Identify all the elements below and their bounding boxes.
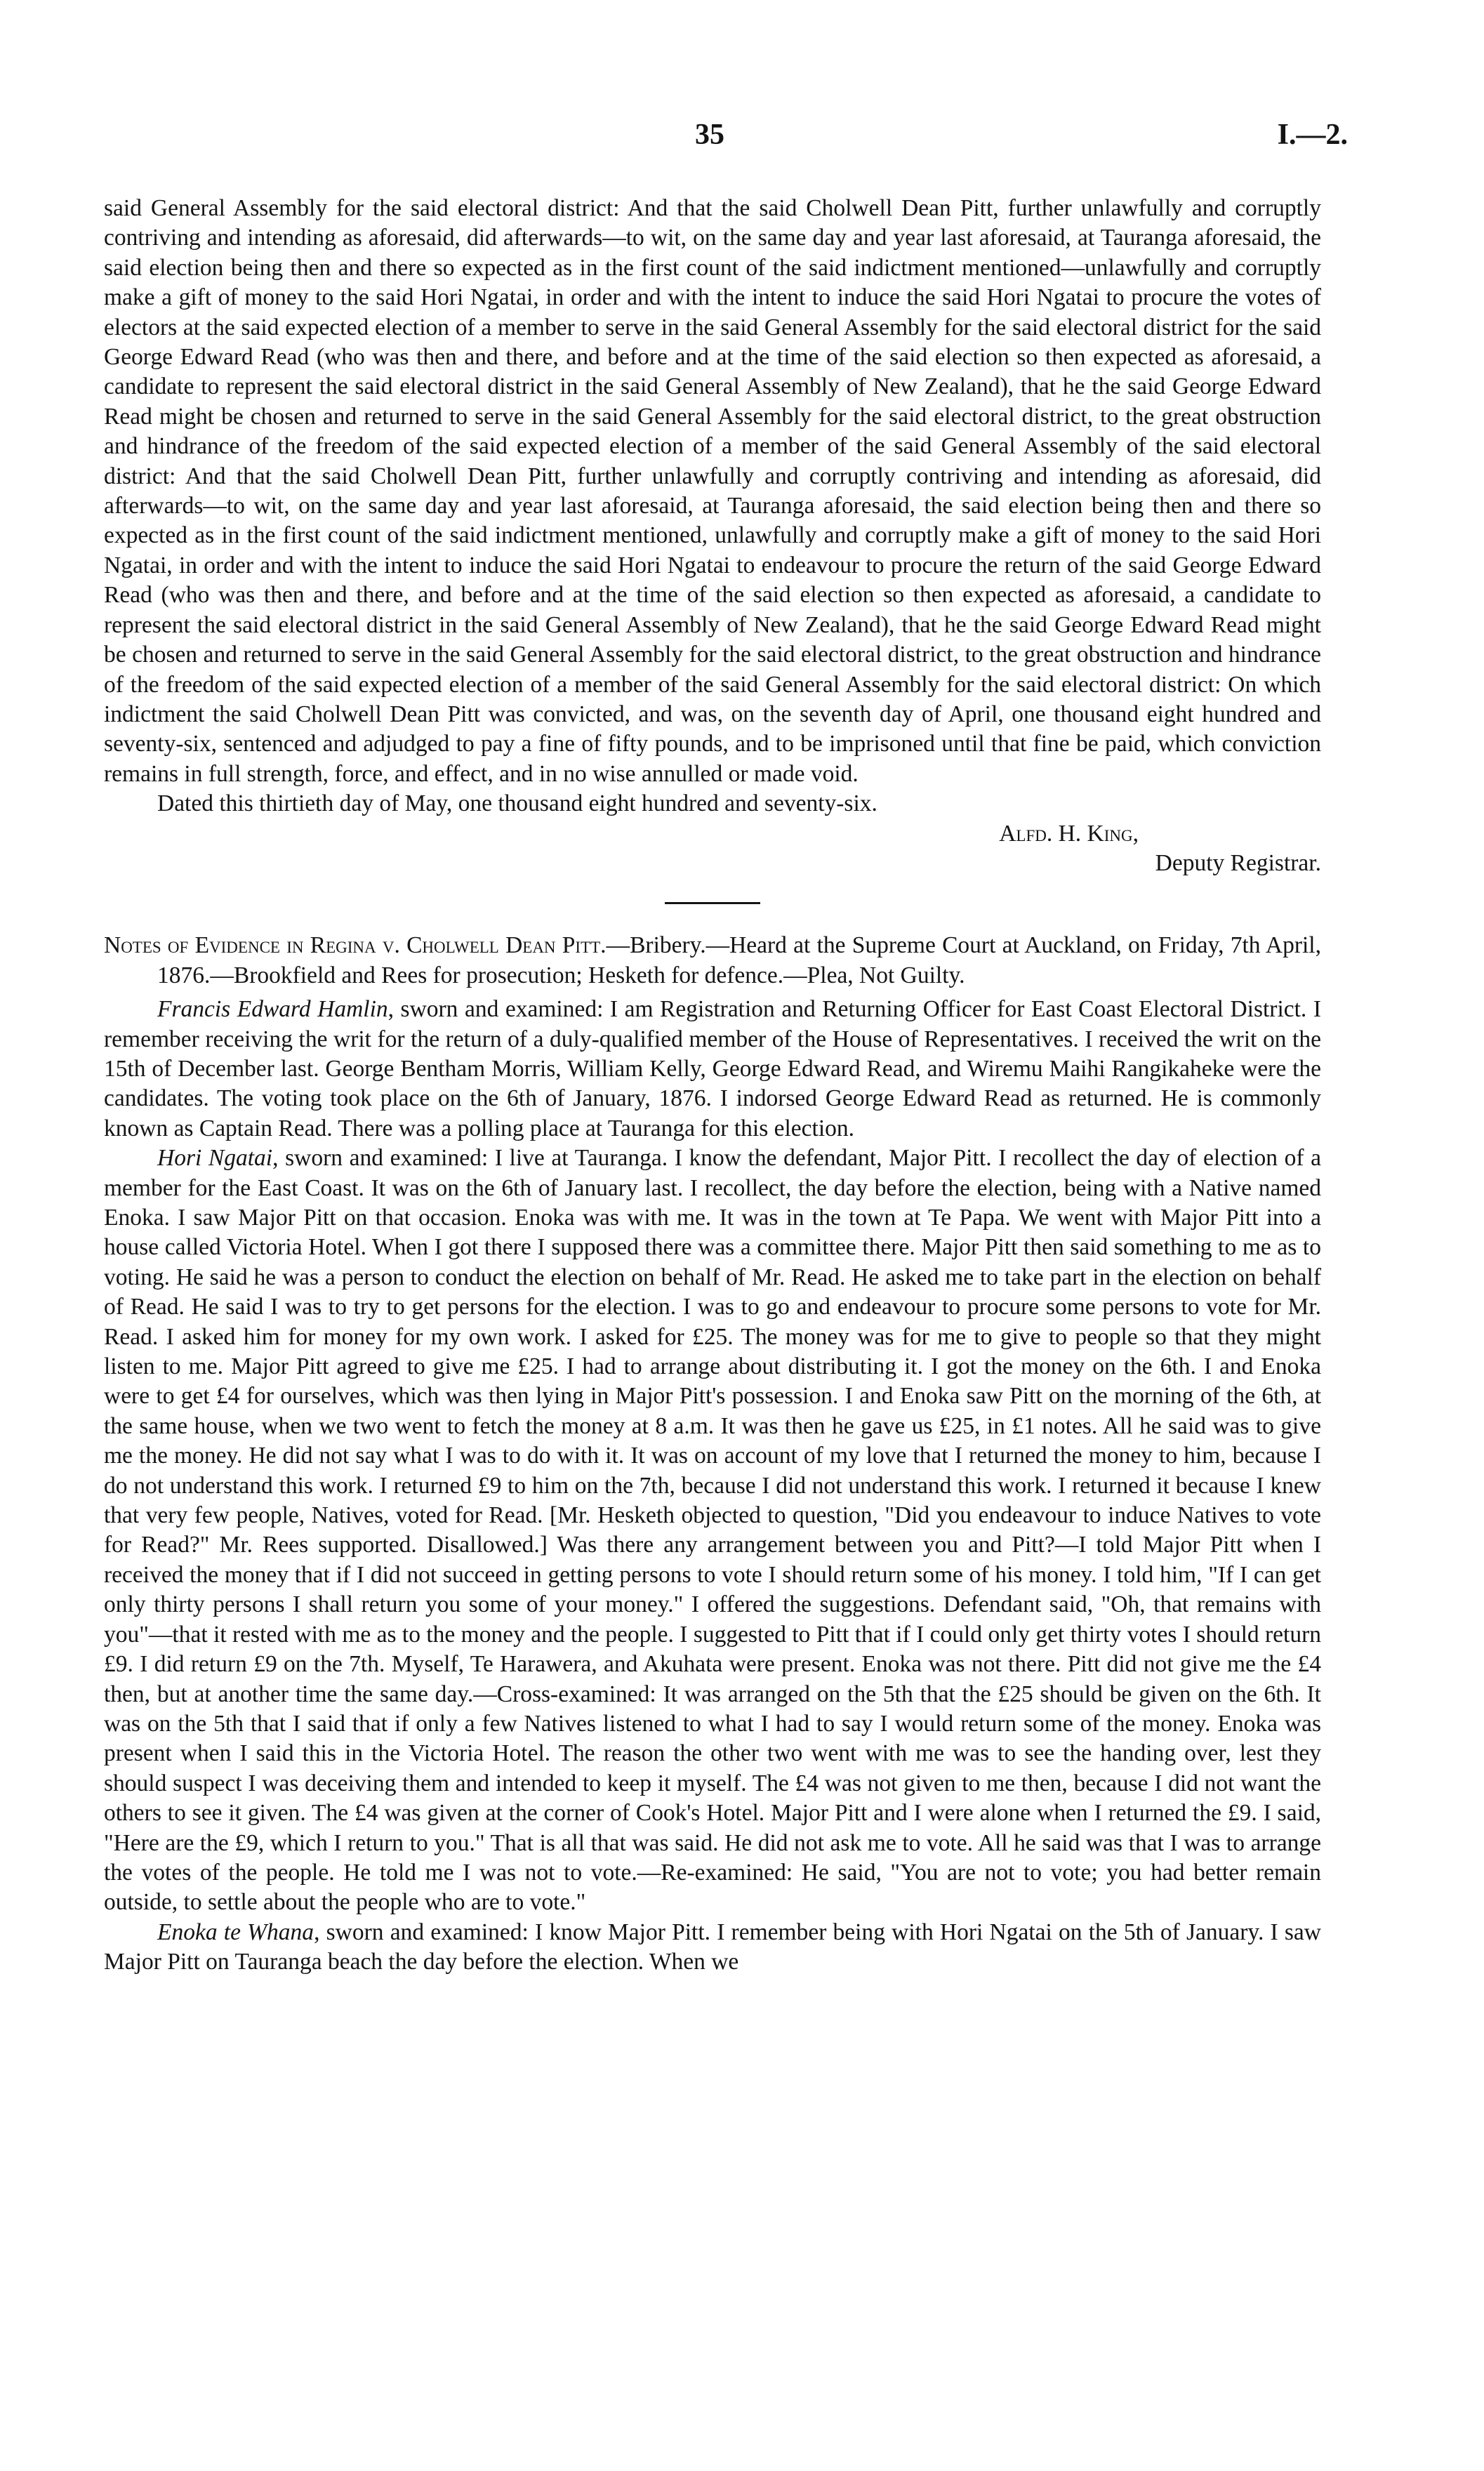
witness-name: Enoka te Whana xyxy=(157,1919,314,1945)
witness-testimony: , sworn and examined: I am Registration and Returning Officer for East Coast Electoral District. I remember receiving the writ for the return of a duly-qualified member of the House of Representatives. I received the writ on the 15th of December last. George Bentham Morris, William Kelly, George Edward Read, and Wiremu Maihi Rangikaheke were the candidates. The voting took place on the 6th of January, 1876. I indorsed George Edward Read as returned. He is commonly known as Captain Read. There was a polling place at Tauranga for this election. xyxy=(104,996,1321,1141)
dated-line: Dated this thirtieth day of May, one thousand eight hundred and seventy-six. xyxy=(157,790,877,817)
witness-name: Francis Edward Hamlin xyxy=(157,996,388,1023)
page-number: 35 xyxy=(695,119,724,151)
section-divider xyxy=(665,902,760,904)
witness-testimony: , sworn and examined: I live at Tauranga. I know the defendant, Major Pitt. I recollect the day of election of a member for the East Coast. It was on the 6th of January last. I recollect, the day before the election, being with a Native named Enoka. I saw Major Pitt on that occasion. Enoka was with me. It was in the town at Te Papa. We went with Major Pitt into a house called Victoria Hotel. When I got there I supposed there was a committee there. Major Pitt then said something to me as to voting. He said he was a person to conduct the election on behalf of Mr. Read. He asked me to take part in the election on behalf of Read. He said I was to try to get persons for the election. I was to go and endeavour to procure some persons to vote for Mr. Read. I asked him for money for my own work. I asked for £25. The money was for me to give to people so that they might listen to me. Major Pitt agreed to give me £25. I had to arrange about distributing it. I got the money on the 6th. I and Enoka were to get £4 for ourselves, which was then lying in Major Pitt's possession. I and Enoka saw Pitt on the morning of the 6th, at the same house, when we two went to fetch the money at 8 a.m. It was then he gave us £25, in £1 notes. All he said was to give me the money. He did not say what I was to do with it. It was on account of my love that I returned the money to him, because I do not understand this work. I returned £9 to him on the 7th, because I did not understand this work. I returned it because I knew that very few people, Natives, voted for Read. [Mr. Hesketh objected to question, "Did you endeavour to induce Natives to vote for Read?" Mr. Rees supported. Disallowed.] Was there any arrangement between you and Pitt?—I told Major Pitt when I received the money that if I did not succeed in getting persons to vote I should return some of his money. I told him, "If I can get only thirty persons I shall return you some of your money." I offered the suggestions. Defendant said, "Oh, that remains with you"—that it rested with me as to the money and the people. I suggested to Pitt that if I could only get thirty votes I should return £9. I did return £9 on the 7th. Myself, Te Harawera, and Akuhata were present. Enoka was not there. Pitt did not give me the £4 then, but at another time the same day.—Cross-examined: It was arranged on the 5th that the £25 should be given on the 6th. It was on the 5th that I said that if only a few Natives listened to what I had to say I would return some of the money. Enoka was present when I said this in the Victoria Hotel. The reason the other two went with me was to see the handing over, lest they should suspect I was deceiving them and intended to keep it myself. The £4 was not given to me then, because I did not want the others to see it given. The £4 was given at the corner of Cook's Hotel. Major Pitt and I were alone when I returned the £9. I said, "Here are the £9, which I return to you." That is all that was said. He did not ask me to vote. All he said was that I was to arrange the votes of the people. He told me I was not to vote.—Re-examined: He said, "You are not to vote; you had better remain outside, to settle about the people who are to vote." xyxy=(104,1145,1321,1916)
indictment-paragraph: said General Assembly for the said electoral district: And that the said Cholwell Dean Pitt, further unlawfully and corruptly contriving and intending as aforesaid, did afterwards—to wit, on the same day and year last aforesaid, at Tauranga aforesaid, the said election being then and there so expected as in the first count of the said indictment mentioned—unlawfully and corruptly make a gift of money to the said Hori Ngatai, in order and with the intent to induce the said Hori Ngatai to procure the votes of electors at the said expected election of a member to serve in the said General Assembly for the said electoral district for the said George Edward Read (who was then and there, and before and at the time of the said election so then expected as aforesaid, a candidate to represent the said electoral district in the said General Assembly of New Zealand), that he the said George Edward Read might be chosen and returned to serve in the said General Assembly for the said electoral district, to the great obstruction and hindrance of the freedom of the said expected election of a member of the said General Assembly of the said electoral district: And that the said Cholwell Dean Pitt, further unlawfully and corruptly contriving and intending as aforesaid, did afterwards—to wit, on the same day and year last aforesaid, at Tauranga aforesaid, the said election being then and there so expected as in the first count of the said indictment mentioned, unlawfully and corruptly make a gift of money to the said Hori Ngatai, in order and with the intent to induce the said Hori Ngatai to endeavour to procure the return of the said George Edward Read (who was then and there, and before and at the time of the said election so then expected as aforesaid, a candidate to represent the said electoral district in the said General Assembly of New Zealand), that he the said George Edward Read might be chosen and returned to serve in the said General Assembly for the said electoral district, to the great obstruction and hindrance of the freedom of the said expected election of a member of the said General Assembly for the said electoral district: On which indictment the said Cholwell Dean Pitt was convicted, and was, on the seventh day of April, one thousand eight hundred and seventy-six, sentenced and adjudged to pay a fine of fifty pounds, and to be imprisoned until that fine be paid, which conviction remains in full strength, force, and effect, and in no wise annulled or made void. xyxy=(104,195,1321,787)
page-body xyxy=(104,194,1321,1978)
witness-name: Hori Ngatai xyxy=(157,1145,273,1172)
witness-ngatai-paragraph xyxy=(104,1144,1321,1918)
signatory-name: Alfd. H. King, xyxy=(999,820,1139,847)
signature-block xyxy=(104,819,1321,879)
page-header xyxy=(0,118,1484,160)
witness-enoka-paragraph xyxy=(104,1918,1321,1978)
signatory-title: Deputy Registrar. xyxy=(1155,849,1321,876)
notes-heading-rest: —Bribery.—Heard at the Supreme Court at Auckland, on Friday, 7th April, 1876.—Brookfield and Rees for prosecution; Hesketh for defence.—Plea, Not Guilty. xyxy=(157,932,1321,988)
witness-hamlin-paragraph xyxy=(104,995,1321,1144)
document-reference: I.—2. xyxy=(1277,119,1348,151)
notes-heading-lead: Notes of Evidence in Regina v. Cholwell Dean Pitt. xyxy=(104,932,607,959)
witness-testimony: , sworn and examined: I know Major Pitt. I remember being with Hori Ngatai on the 5th of January. I saw Major Pitt on Tauranga beach the day before the election. When we xyxy=(104,1919,1321,1975)
notes-heading xyxy=(104,931,1321,991)
